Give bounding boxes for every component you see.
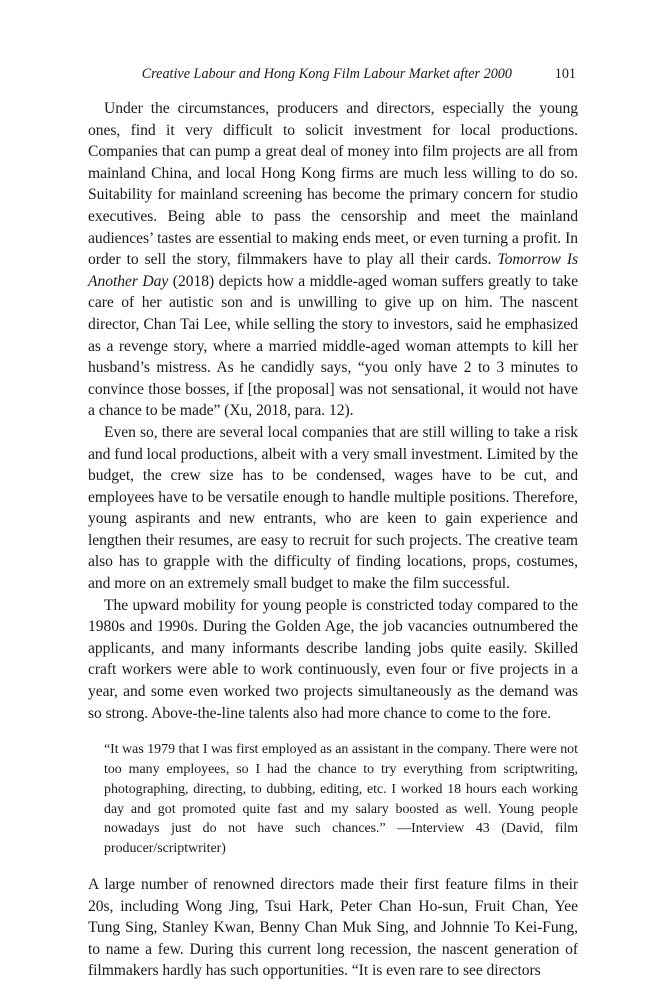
body-text bbox=[88, 98, 578, 982]
film-title: Tomorrow Is Another Day bbox=[88, 251, 578, 290]
block-quote: “It was 1979 that I was first employed as an assistant in the company. There were not too many employees, so I had the chance to try everything from scriptwriting, photographing, directing, to dubbing, editing, etc. I worked 18 hours each working day and got promoted quite fast and my salary boosted as well. Young people nowadays just do not have such chances.” —Interview 43 (David, film producer/scriptwriter) bbox=[104, 742, 578, 857]
paragraph-3: The upward mobility for young people is constricted today compared to the 1980s and 1990s. During the Golden Age, the job vacancies outnumbered the applicants, and many informants describe landing jobs quite easily. Skilled craft workers were able to work continuously, even four or five projects in a year, and some even worked two projects simultaneously as the demand was so strong. Above-the-line talents also had more chance to come to the fore. bbox=[88, 596, 578, 722]
paragraph-2: Even so, there are several local companies that are still willing to take a risk and fund local productions, albeit with a very small investment. Limited by the budget, the crew size has to be condensed, wages have to be cut, and employees have to be versatile enough to handle multiple positions. Therefore, young aspirants and new entrants, who are keen to gain experience and lengthen their resumes, are easy to recruit for such projects. The creative team also has to grapple with the difficulty of finding locations, props, costumes, and more on an extremely small budget to make the film successful. bbox=[88, 423, 578, 593]
book-page bbox=[88, 62, 578, 982]
running-head bbox=[88, 62, 578, 86]
page-number: 101 bbox=[554, 66, 576, 82]
running-title: Creative Labour and Hong Kong Film Labour Market after 2000 bbox=[141, 66, 512, 82]
paragraph-4: A large number of renowned directors made their first feature films in their 20s, including Wong Jing, Tsui Hark, Peter Chan Ho-sun, Fruit Chan, Yee Tung Sing, Stanley Kwan, Benny Chan Muk Sing, and Johnnie To Kei-Fung, to name a few. During this current long recession, the nascent generation of filmmakers hardly has such opportunities. “It is even rare to see directors bbox=[88, 876, 578, 980]
paragraph-1-text: Under the circumstances, producers and directors, especially the young ones, find it very difficult to solicit investment for local productions. Companies that can pump a great deal of money into film projects are all from mainland China, and local Hong Kong firms are much less willing to do so. Suitability for mainland screening has become the primary concern for studio executives. Being able to pass the censorship and meet the mainland audiences’ tastes are essential to making ends meet, or even turning a profit. In order to sell the story, filmmakers have to play all their cards. bbox=[88, 100, 578, 269]
paragraph-1 bbox=[88, 98, 578, 422]
paragraph-1-text-continued: (2018) depicts how a middle-aged woman suffers greatly to take care of her autistic son and is unwilling to give up on him. The nascent director, Chan Tai Lee, while selling the story to investors, said he emphasized as a revenge story, where a married middle-aged woman attempts to kill her husband’s mistress. As he candidly says, “you only have 2 to 3 minutes to convince those bosses, if [the proposal] was not sensational, it would not have a chance to be made” (Xu, 2018, para. 12). bbox=[88, 272, 578, 420]
